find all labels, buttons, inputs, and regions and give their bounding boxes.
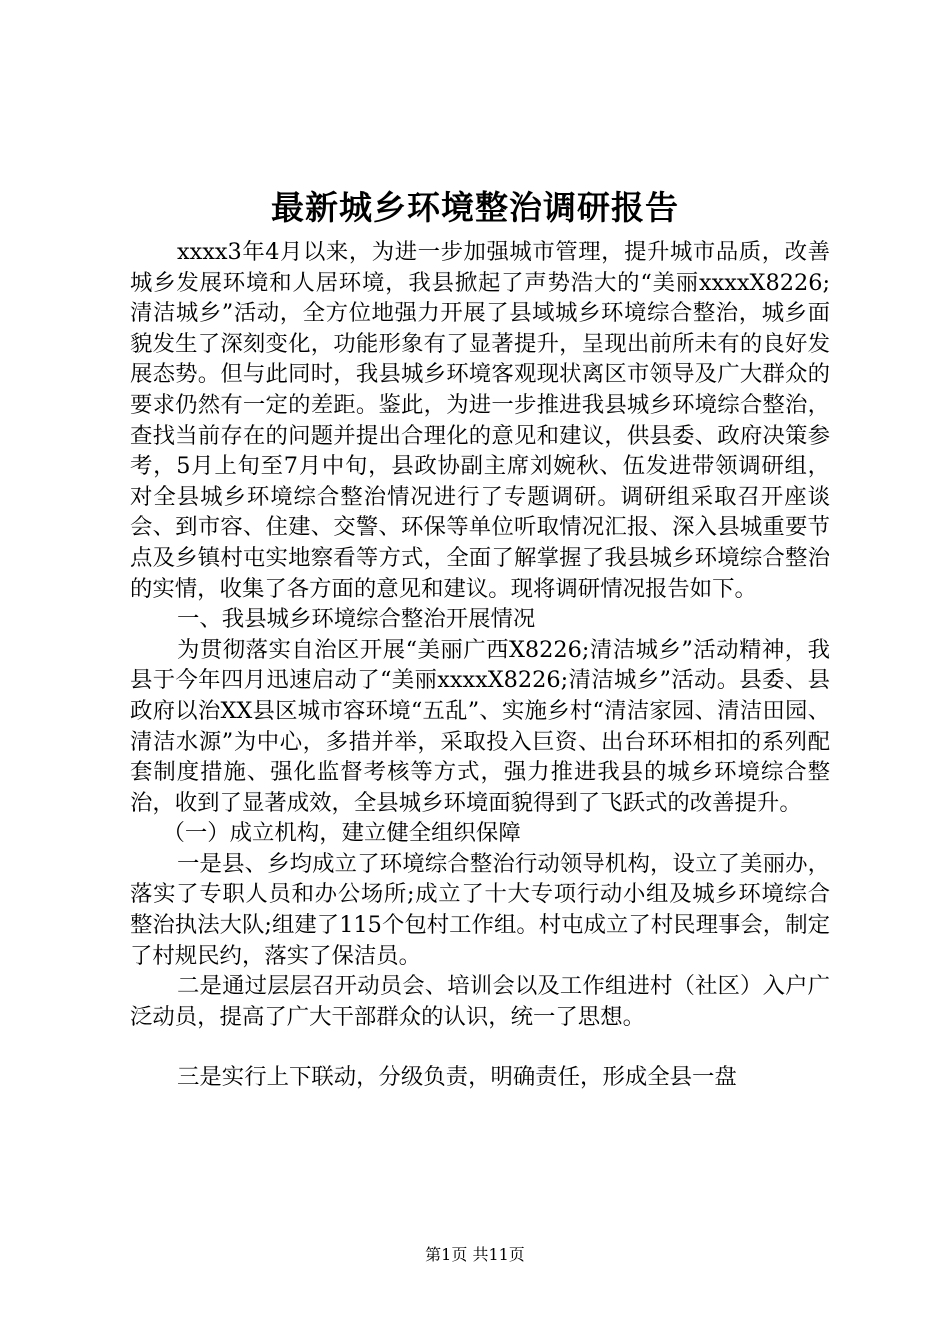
paragraph-section-1: 为贯彻落实自治区开展“美丽广西X8226;清洁城乡”活动精神，我县于今年四月迅速启动了“美丽xxxxX8226;清洁城乡”活动。县委、县政府以治XX县区城市容环境“五乱”、实施乡村“清洁家园、清洁田园、清洁水源”为中心，多措并举，采取投入巨资、出台环环相扣的系列配套制度措施、强化监督考核等方式，强力推进我县的城乡环境综合整治，收到了显著成效，全县城乡环境面貌得到了飞跃式的改善提升。 <box>130 636 830 816</box>
paragraph-intro: xxxx3年4月以来，为进一步加强城市管理，提升城市品质，改善城乡发展环境和人居环境，我县掀起了声势浩大的“美丽xxxxX8226;清洁城乡”活动，全方位地强力开展了县域城乡环境综合整治，城乡面貌发生了深刻变化，功能形象有了显著提升，呈现出前所未有的良好发展态势。但与此同时，我县城乡环境客观现状离区市领导及广大群众的要求仍然有一定的差距。鉴此，为进一步推进我县城乡环境综合整治，查找当前存在的问题并提出合理化的意见和建议，供县委、政府决策参考，5月上旬至7月中旬，县政协副主席刘婉秋、伍发进带领调研组，对全县城乡环境综合整治情况进行了专题调研。调研组采取召开座谈会、到市容、住建、交警、环保等单位听取情况汇报、深入县城重要节点及乡镇村屯实地察看等方式，全面了解掌握了我县城乡环境综合整治的实情，收集了各方面的意见和建议。现将调研情况报告如下。 <box>130 239 830 602</box>
section-heading-1: 一、我县城乡环境综合整治开展情况 <box>177 606 536 633</box>
page-footer: 第1页 共11页 <box>425 1245 525 1264</box>
subsection-heading-1: （一）成立机构，建立健全组织保障 <box>162 820 521 847</box>
paragraph-point-2: 二是通过层层召开动员会、培训会以及工作组进村（社区）入户广泛动员，提高了广大干部群众的认识，统一了思想。 <box>130 973 830 1030</box>
document-title: 最新城乡环境整治调研报告 <box>271 188 679 227</box>
paragraph-spacer <box>130 1032 830 1062</box>
paragraph-point-3: 三是实行上下联动，分级负责，明确责任，形成全县一盘 <box>177 1064 737 1091</box>
paragraph-point-1: 一是县、乡均成立了环境综合整治行动领导机构，设立了美丽办，落实了专职人员和办公场所;成立了十大专项行动小组及城乡环境综合整治执法大队;组建了115个包村工作组。村屯成立了村民理事会，制定了村规民约，落实了保洁员。 <box>130 850 830 969</box>
document-body <box>130 237 830 1093</box>
